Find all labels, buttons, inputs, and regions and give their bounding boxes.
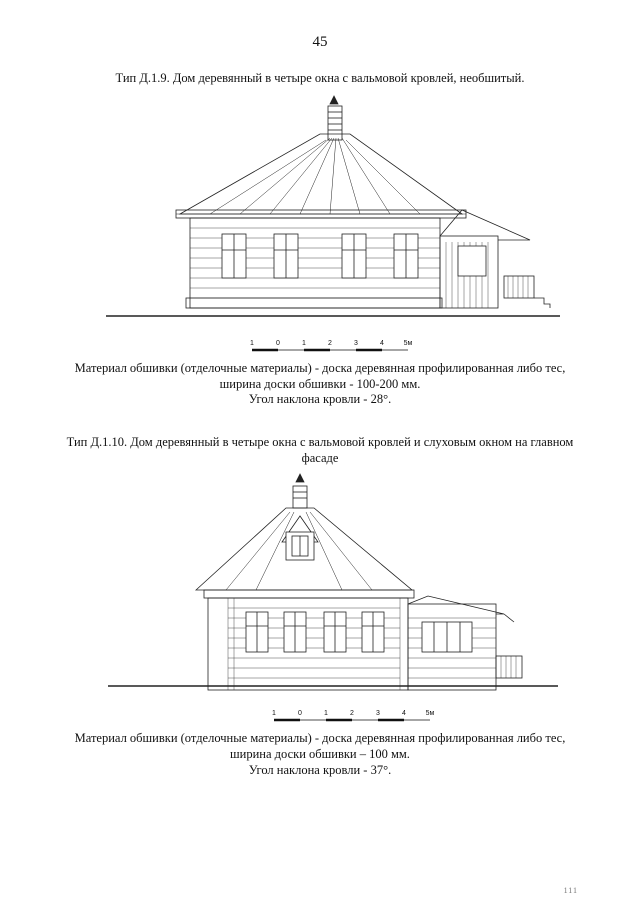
section2-roof-angle: Угол наклона кровли - 37°. (248, 763, 392, 777)
scale-label: 5м (403, 340, 413, 347)
section1-material-text: Материал обшивки (отделочные материалы) - доска деревянная профилированная либо тес, ширина доски обшивки - 100-200 мм. (74, 361, 566, 391)
house-elevation-d110 (100, 472, 560, 698)
house-elevation-d19 (100, 92, 560, 324)
page-number: 45 (312, 34, 328, 50)
scale-label: 0 (298, 710, 302, 717)
scale-bar-2 (270, 708, 440, 728)
scale-label: 3 (354, 340, 358, 347)
section1-caption: Тип Д.1.9. Дом деревянный в четыре окна с вальмовой кровлей, необшитый. (115, 71, 525, 85)
scale-label: 0 (276, 340, 280, 347)
scale-label: 5м (425, 710, 435, 717)
scale-label: 1 (272, 710, 276, 717)
scale-label: 1 (302, 340, 306, 347)
corner-mark: 111 (563, 886, 578, 895)
scale-label: 4 (380, 340, 384, 347)
section1-roof-angle: Угол наклона кровли - 28°. (248, 392, 392, 406)
scale-label: 1 (324, 710, 328, 717)
scale-label: 4 (402, 710, 406, 717)
scale-bar-1 (248, 338, 418, 358)
scale-label: 1 (250, 340, 254, 347)
section2-material-text: Материал обшивки (отделочные материалы) - доска деревянная профилированная либо тес, ширина доски обшивки – 100 мм. (74, 731, 566, 761)
scale-label: 2 (350, 710, 354, 717)
scale-label: 3 (376, 710, 380, 717)
section2-caption: Тип Д.1.10. Дом деревянный в четыре окна с вальмовой кровлей и слуховым окном на главном фасаде (66, 435, 574, 465)
scale-label: 2 (328, 340, 332, 347)
